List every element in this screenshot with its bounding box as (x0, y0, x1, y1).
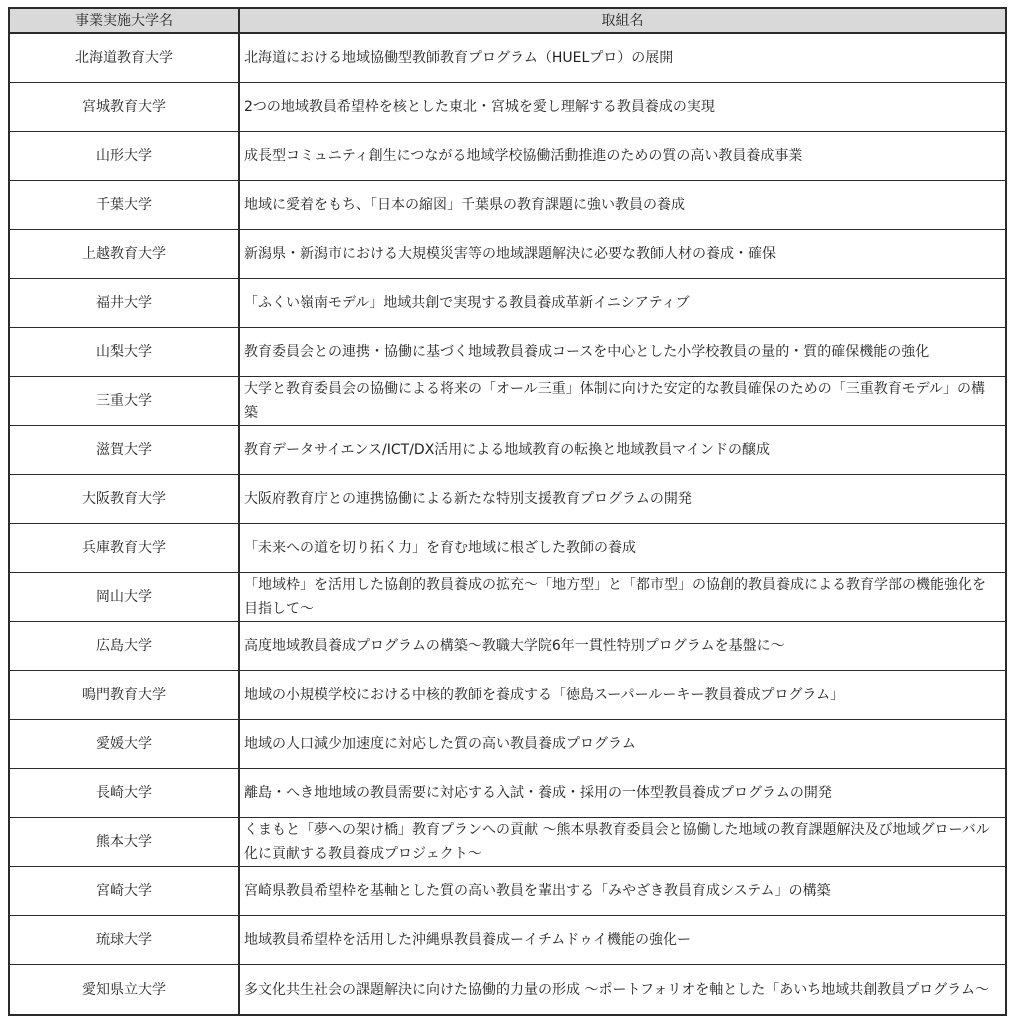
table-row (10, 426, 1005, 475)
program-cell (240, 132, 1005, 180)
program-text: 「地域枠」を活用した協創的教員養成の拡充～「地方型」と「都市型」の協創的教員養成による教育学部の機能強化を目指して～ (244, 577, 986, 617)
program-cell (240, 769, 1005, 817)
header-program: 取組名 (601, 12, 644, 29)
program-text: 教育データサイエンス/ICT/DX活用による地域教育の転換と地域教員マインドの醸成 (244, 442, 771, 458)
table-header-row (10, 9, 1005, 34)
university-cell: 上越教育大学 (10, 230, 240, 278)
program-cell (240, 573, 1005, 621)
program-text: 教育委員会との連携・協働に基づく地域教員養成コースを中心とした小学校教員の量的・質的確保機能の強化 (244, 344, 930, 360)
program-text: 新潟県・新潟市における大規模災害等の地域課題解決に必要な教師人材の養成・確保 (244, 246, 776, 262)
program-cell (240, 916, 1005, 964)
program-text: 大阪府教育庁との連携協働による新たな特別支援教育プログラムの開発 (244, 491, 692, 507)
university-cell: 鳴門教育大学 (10, 671, 240, 719)
program-cell (240, 622, 1005, 670)
table-row (10, 230, 1005, 279)
university-cell: 熊本大学 (10, 818, 240, 866)
program-text: 2つの地域教員希望枠を核とした東北・宮城を愛し理解する教員養成の実現 (244, 99, 715, 115)
table-row (10, 132, 1005, 181)
university-cell: 三重大学 (10, 377, 240, 425)
program-cell (240, 34, 1005, 82)
university-cell: 大阪教育大学 (10, 475, 240, 523)
university-cell: 山梨大学 (10, 328, 240, 376)
table-row (10, 475, 1005, 524)
table-row (10, 965, 1005, 1014)
program-cell (240, 720, 1005, 768)
university-cell: 兵庫教育大学 (10, 524, 240, 572)
program-text: 地域に愛着をもち、「日本の縮図」千葉県の教育課題に強い教員の養成 (244, 197, 685, 213)
program-text: 大学と教育委員会の協働による将来の「オール三重」体制に向けた安定的な教員確保のための「三重教育モデル」の構築 (244, 381, 986, 421)
program-text: 「ふくい嶺南モデル」地域共創で実現する教員養成革新イニシアティブ (244, 295, 690, 311)
university-cell: 愛媛大学 (10, 720, 240, 768)
table-row (10, 769, 1005, 818)
program-cell (240, 230, 1005, 278)
program-text: 高度地域教員養成プログラムの構築～教職大学院6年一貫性特別プログラムを基盤に～ (244, 638, 785, 654)
table-body (10, 34, 1005, 1014)
program-cell (240, 818, 1005, 866)
program-text: 北海道における地域協働型教師教育プログラム（HUELプロ）の展開 (244, 50, 674, 66)
table-row (10, 524, 1005, 573)
university-cell: 愛知県立大学 (10, 965, 240, 1014)
university-cell: 広島大学 (10, 622, 240, 670)
university-cell: 琉球大学 (10, 916, 240, 964)
program-cell (240, 524, 1005, 572)
program-text: 多文化共生社会の課題解決に向けた協働的力量の形成 ～ポートフォリオを軸とした「あいち地域共創教員プログラム～ (244, 981, 990, 998)
table-row (10, 83, 1005, 132)
program-text: 地域の人口減少加速度に対応した質の高い教員養成プログラム (244, 736, 636, 752)
program-text: 「未来への道を切り拓く力」を育む地域に根ざした教師の養成 (244, 540, 636, 556)
table-row (10, 916, 1005, 965)
table-row (10, 818, 1005, 867)
program-cell (240, 671, 1005, 719)
university-cell: 福井大学 (10, 279, 240, 327)
program-cell (240, 328, 1005, 376)
table-row (10, 671, 1005, 720)
table-row (10, 720, 1005, 769)
program-text: 離島・へき地地域の教員需要に対応する入試・養成・採用の一体型教員養成プログラムの開発 (244, 785, 832, 801)
program-text: 成長型コミュニティ創生につながる地域学校協働活動推進のための質の高い教員養成事業 (244, 148, 803, 164)
table-row (10, 867, 1005, 916)
program-text: 地域の小規模学校における中核的教師を養成する「徳島スーパールーキー教員養成プログラム」 (244, 687, 845, 703)
university-cell: 滋賀大学 (10, 426, 240, 474)
university-cell: 岡山大学 (10, 573, 240, 621)
university-cell: 宮崎大学 (10, 867, 240, 915)
program-cell (240, 377, 1005, 425)
program-cell (240, 83, 1005, 131)
program-text: 地域教員希望枠を活用した沖縄県教員養成ーイチムドゥイ機能の強化ー (244, 932, 691, 948)
university-cell: 北海道教育大学 (10, 34, 240, 82)
university-cell: 宮城教育大学 (10, 83, 240, 131)
table-row (10, 622, 1005, 671)
table-row (10, 328, 1005, 377)
program-text: 宮崎県教員希望枠を基軸とした質の高い教員を輩出する「みやざき教員育成システム」の構築 (244, 883, 831, 899)
university-cell: 千葉大学 (10, 181, 240, 229)
program-cell (240, 475, 1005, 523)
table-row (10, 34, 1005, 83)
program-cell (240, 426, 1005, 474)
university-cell: 山形大学 (10, 132, 240, 180)
table-row (10, 573, 1005, 622)
table-row (10, 279, 1005, 328)
program-cell (240, 867, 1005, 915)
program-cell (240, 965, 1005, 1014)
header-university: 事業実施大学名 (10, 9, 240, 32)
table-row (10, 377, 1005, 426)
program-cell (240, 279, 1005, 327)
program-text: くまもと「夢への架け橋」教育プランへの貢献 ～熊本県教育委員会と協働した地域の教育課題解決及び地域グローバル化に貢献する教員養成プロジェクト～ (244, 822, 990, 862)
table-row (10, 181, 1005, 230)
universities-table (8, 7, 1007, 1016)
university-cell: 長崎大学 (10, 769, 240, 817)
program-cell (240, 181, 1005, 229)
